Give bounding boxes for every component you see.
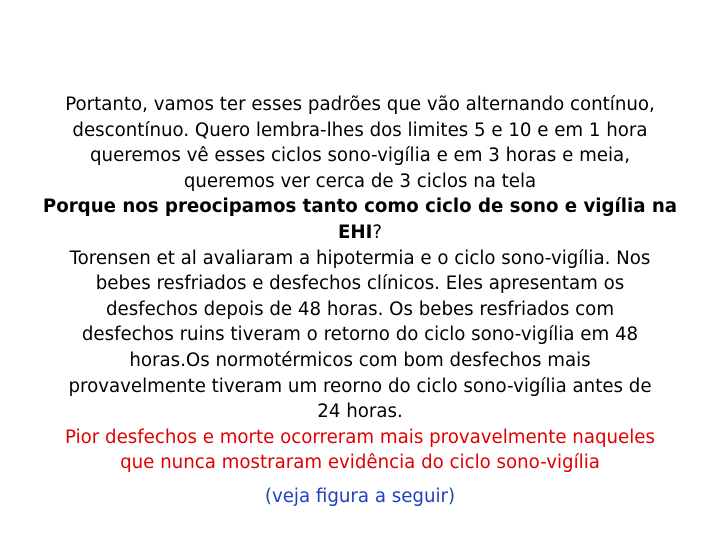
slide-text-body [0,92,720,510]
paragraph2-line: desfechos ruins tiveram o retorno do ciclo sono-vigília em 48 [81,324,639,346]
paragraph2-line: Torensen et al avaliaram a hipotermia e o ciclo sono-vigília. Nos [69,247,651,269]
paragraph2-line: 24 horas. [317,401,403,423]
conclusion-line: Pior desfechos e morte ocorreram mais provavelmente naqueles [65,426,655,448]
figure-reference: (veja figura a seguir) [264,485,456,507]
question-mark: ? [372,221,383,243]
paragraph2-line: desfechos depois de 48 horas. Os bebes resfriados com [105,298,615,320]
paragraph2-line: horas.Os normotérmicos com bom desfechos mais [129,349,591,371]
question-line-2 [0,220,720,246]
conclusion-line: que nunca mostraram evidência do ciclo sono-vigília [120,452,600,474]
paragraph1-line: Portanto, vamos ter esses padrões que vão alternando contínuo, [65,94,655,115]
paragraph1-line: queremos ver cerca de 3 ciclos na tela [183,170,537,192]
ehi-abbreviation: EHI [337,221,373,243]
paragraph2-line: provavelmente tiveram um reorno do ciclo sono-vigília antes de [68,375,652,397]
question-line: Porque nos preocipamos tanto como ciclo de sono e vigília na [42,196,678,218]
paragraph1-line: queremos vê esses ciclos sono-vigília e em 3 horas e meia, [90,145,630,167]
paragraph2-line: bebes resfriados e desfechos clínicos. Eles apresentam os [95,273,625,295]
paragraph1-line: descontínuo. Quero lembra-lhes dos limites 5 e 10 e em 1 hora [72,119,648,141]
spacer [0,476,720,484]
